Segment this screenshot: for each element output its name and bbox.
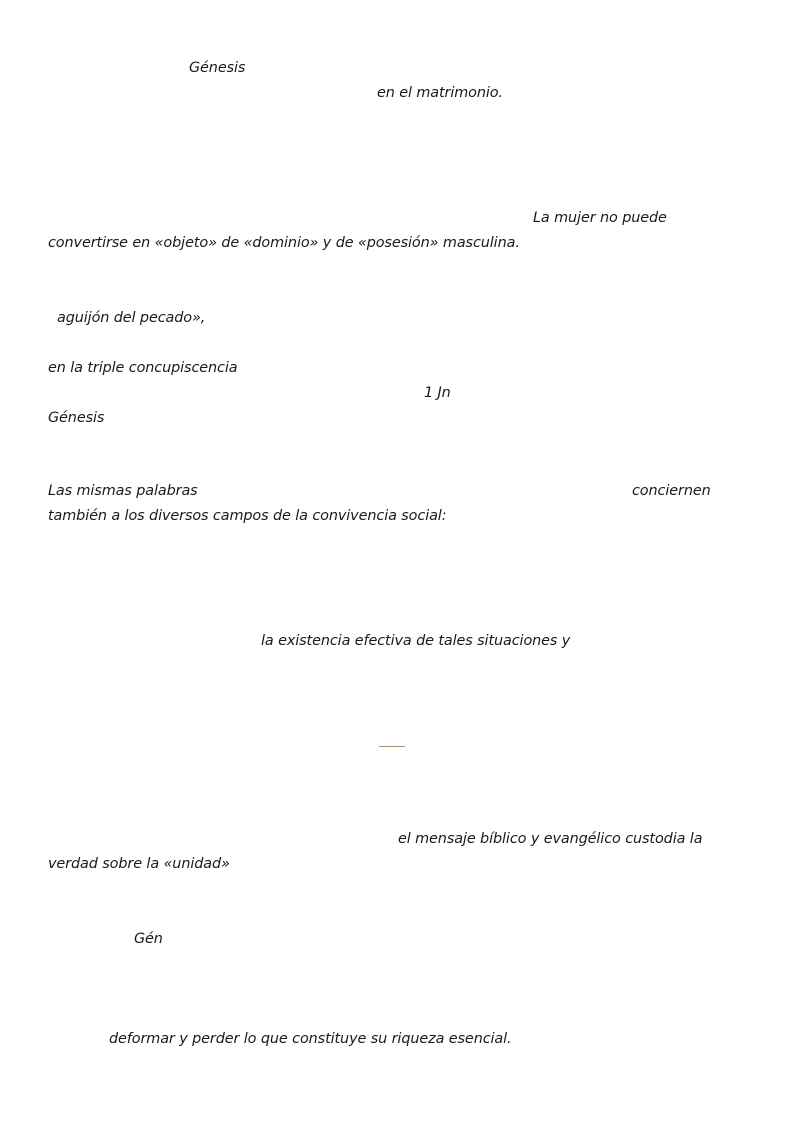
text-fragment-gen: Gén — [134, 931, 163, 947]
text-fragment-genesis-2: Génesis — [48, 410, 105, 426]
text-fragment-convivencia: también a los diversos campos de la convivencia social: — [48, 508, 447, 524]
text-fragment-aguijon: aguijón del pecado», — [57, 310, 206, 326]
text-fragment-1jn: 1 Jn — [424, 385, 451, 401]
text-fragment-conciernen: conciernen — [632, 483, 711, 499]
text-fragment-matrimonio: en el matrimonio. — [377, 85, 503, 101]
text-fragment-concupiscencia: en la triple concupiscencia — [48, 360, 238, 376]
footnote-divider — [379, 746, 405, 747]
text-fragment-genesis-1: Génesis — [189, 60, 246, 76]
text-fragment-objeto-dominio: convertirse en «objeto» de «dominio» y de «posesión» masculina. — [48, 235, 520, 251]
text-fragment-unidad: verdad sobre la «unidad» — [48, 856, 230, 872]
text-fragment-mujer-no-puede: La mujer no puede — [533, 210, 667, 226]
text-fragment-existencia: la existencia efectiva de tales situaciones y — [261, 633, 571, 649]
text-fragment-mensaje-biblico: el mensaje bíblico y evangélico custodia la — [398, 831, 703, 847]
text-fragment-deformar: deformar y perder lo que constituye su riqueza esencial. — [109, 1031, 512, 1047]
text-fragment-mismas-palabras: Las mismas palabras — [48, 483, 198, 499]
